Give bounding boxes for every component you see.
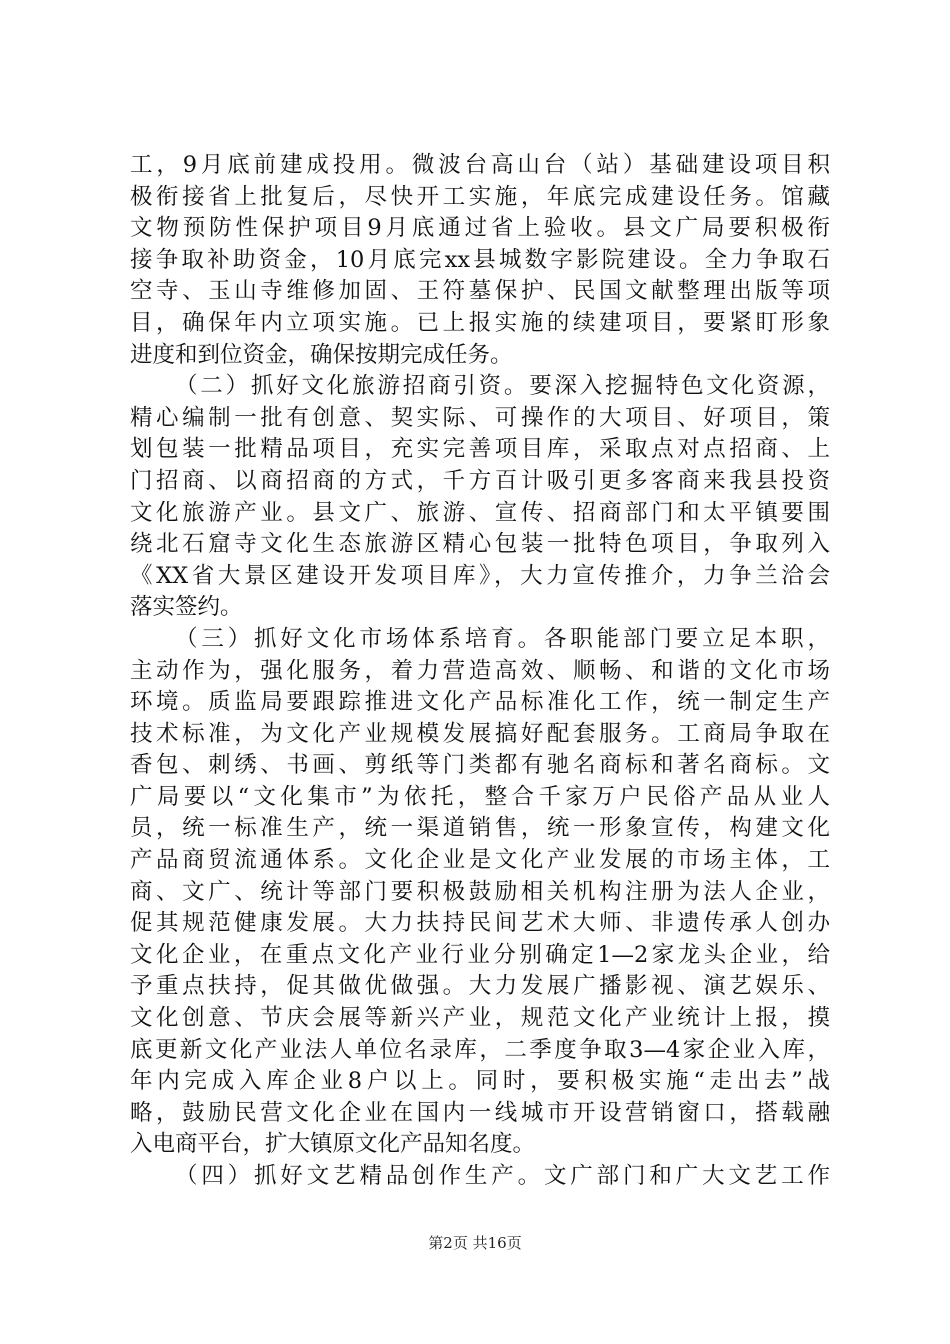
text-line: （二）抓好文化旅游招商引资。要深入挖掘特色文化资源， — [175, 373, 830, 400]
text-line: 目，确保年内立项实施。已上报实施的续建项目，要紧盯形象 — [130, 309, 830, 336]
text-line: 员，统一标准生产，统一渠道销售，统一形象宣传，构建文化 — [130, 815, 830, 842]
text-line: 空寺、玉山寺维修加固、王符墓保护、民国文献整理出版等项 — [130, 278, 830, 305]
text-line: 《XX省大景区建设开发项目库》，大力宣传推介，力争兰洽会 — [130, 562, 830, 589]
text-line: 产品商贸流通体系。文化企业是文化产业发展的市场主体，工 — [130, 847, 830, 874]
paragraph — [130, 150, 830, 371]
text-line: 主动作为，强化服务，着力营造高效、顺畅、和谐的文化市场 — [130, 657, 830, 684]
text-line: （三）抓好文化市场体系培育。各职能部门要立足本职， — [175, 625, 830, 652]
text-line: 门招商、以商招商的方式，千方百计吸引更多客商来我县投资 — [130, 467, 830, 494]
text-line: 文化企业，在重点文化产业行业分别确定1—2家龙头企业，给 — [130, 941, 830, 968]
document-body — [130, 150, 830, 1193]
paragraph — [130, 371, 830, 624]
text-line: （四）抓好文艺精品创作生产。文广部门和广大文艺工作 — [175, 1163, 830, 1189]
text-line: 文化旅游产业。县文广、旅游、宣传、招商部门和太平镇要围 — [130, 499, 830, 526]
text-line: 促其规范健康发展。大力扶持民间艺术大师、非遗传承人创办 — [130, 910, 830, 937]
page-number-footer: 第2页 共16页 — [428, 1234, 522, 1252]
text-line: 文物预防性保护项目9月底通过省上验收。县文广局要积极衔 — [130, 215, 830, 242]
text-line: 底更新文化产业法人单位名录库，二季度争取3—4家企业入库， — [130, 1036, 830, 1063]
text-line: 香包、刺绣、书画、剪纸等门类都有驰名商标和著名商标。文 — [130, 752, 830, 779]
text-line: 绕北石窟寺文化生态旅游区精心包装一批特色项目，争取列入 — [130, 531, 830, 558]
text-line: 环境。质监局要跟踪推进文化产品标准化工作，统一制定生产 — [130, 689, 830, 716]
text-line: 落实签约。 — [130, 594, 243, 621]
text-line: 接争取补助资金，10月底完xx县城数字影院建设。全力争取石 — [130, 246, 830, 273]
text-line: 划包装一批精品项目，充实完善项目库，采取点对点招商、上 — [130, 436, 830, 463]
text-line: 商、文广、统计等部门要积极鼓励相关机构注册为法人企业， — [130, 878, 830, 905]
paragraph — [130, 1161, 830, 1193]
text-line: 略，鼓励民营文化企业在国内一线城市开设营销窗口，搭载融 — [130, 1099, 830, 1126]
paragraph — [130, 624, 830, 1161]
text-line: 精心编制一批有创意、契实际、可操作的大项目、好项目，策 — [130, 404, 830, 431]
text-line: 年内完成入库企业8户以上。同时，要积极实施“走出去”战 — [130, 1068, 830, 1095]
text-line: 广局要以“文化集市”为依托，整合千家万户民俗产品从业人 — [130, 783, 830, 810]
text-line: 技术标准，为文化产业规模发展搞好配套服务。工商局争取在 — [130, 720, 830, 747]
text-line: 工，9月底前建成投用。微波台高山台（站）基础建设项目积 — [130, 152, 830, 178]
text-line: 予重点扶持，促其做优做强。大力发展广播影视、演艺娱乐、 — [130, 973, 830, 1000]
text-line: 文化创意、节庆会展等新兴产业，规范文化产业统计上报，摸 — [130, 1005, 830, 1032]
text-line: 入电商平台，扩大镇原文化产品知名度。 — [130, 1131, 536, 1158]
text-line: 极衔接省上批复后，尽快开工实施，年底完成建设任务。馆藏 — [130, 183, 830, 210]
text-line: 进度和到位资金，确保按期完成任务。 — [130, 341, 513, 368]
